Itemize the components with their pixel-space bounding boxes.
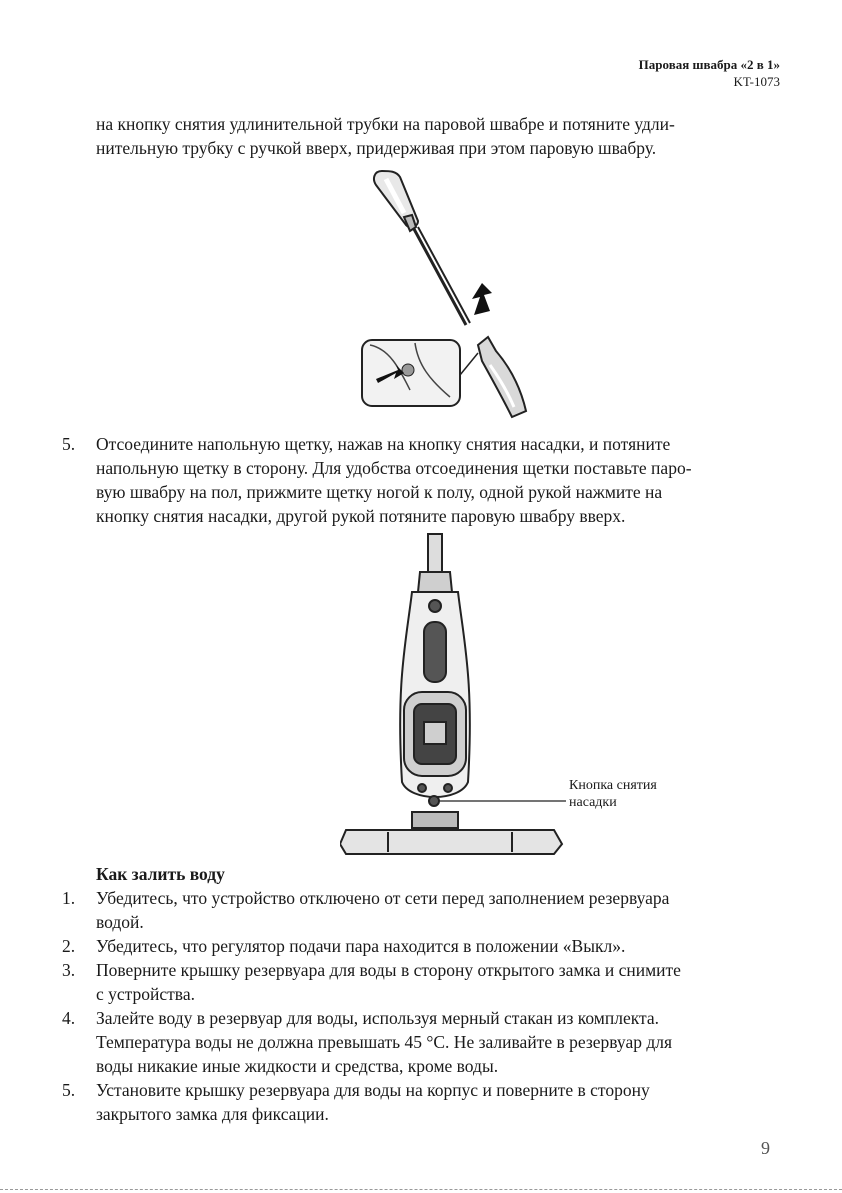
intro-paragraph — [96, 112, 772, 160]
step-number: 5. — [62, 434, 76, 454]
step5-line: кнопку снятия насадки, другой рукой потяните паровую швабру вверх. — [96, 506, 626, 526]
list-number: 2. — [62, 936, 76, 956]
step5-paragraph — [96, 432, 772, 528]
list-item-line: закрытого замка для фиксации. — [96, 1104, 329, 1124]
caption-line: насадки — [569, 795, 617, 810]
figure-tube-removal — [360, 165, 540, 420]
steam-mop-illustration — [340, 534, 562, 854]
step5-line: напольную щетку в сторону. Для удобства отсоединения щетки поставьте паро- — [96, 458, 692, 478]
page-edge-divider — [0, 1189, 842, 1190]
list-item-line: Установите крышку резервуара для воды на корпус и поверните в сторону — [96, 1080, 650, 1100]
model-number: KT-1073 — [733, 74, 780, 89]
list-item — [96, 958, 772, 1006]
list-number: 5. — [62, 1080, 76, 1100]
section-heading: Как залить воду — [96, 864, 225, 884]
list-number: 3. — [62, 960, 76, 980]
list-item-line: Температура воды не должна превышать 45 °С. Не заливайте в резервуар для — [96, 1032, 673, 1052]
step5-line: Отсоедините напольную щетку, нажав на кнопку снятия насадки, и потяните — [96, 434, 671, 454]
step5-line: вую швабру на пол, прижмите щетку ногой к полу, одной рукой нажмите на — [96, 482, 663, 502]
mop-body-illustration — [478, 337, 526, 417]
list-item-line: Поверните крышку резервуара для воды в сторону открытого замка и снимите — [96, 960, 681, 980]
list-item-line: воды никакие иные жидкости и средства, кроме воды. — [96, 1056, 499, 1076]
list-item-line: Убедитесь, что устройство отключено от сети перед заполнением резервуара — [96, 888, 670, 908]
intro-line: на кнопку снятия удлинительной трубки на паровой швабре и потяните удли- — [96, 114, 675, 134]
list-item — [96, 1006, 772, 1078]
list-item — [96, 934, 772, 958]
arrow-up-icon — [472, 283, 492, 315]
caption-line: Кнопка снятия — [569, 778, 657, 793]
list-item — [96, 886, 772, 934]
list-item — [96, 1078, 772, 1126]
list-number: 1. — [62, 888, 76, 908]
document-title: Паровая швабра «2 в 1» — [638, 57, 780, 72]
list-number: 4. — [62, 1008, 76, 1028]
list-item-line: водой. — [96, 912, 144, 932]
list-item-line: с устройства. — [96, 984, 195, 1004]
page-header — [639, 56, 780, 90]
list-item-line: Убедитесь, что регулятор подачи пара находится в положении «Выкл». — [96, 936, 626, 956]
figure-steam-mop — [340, 532, 570, 864]
list-item-line: Залейте воду в резервуар для воды, используя мерный стакан из комплекта. — [96, 1008, 660, 1028]
page-number: 9 — [761, 1138, 770, 1158]
figure-caption — [569, 777, 657, 811]
mop-handle-illustration — [374, 171, 470, 325]
intro-line: нительную трубку с ручкой вверх, придерживая при этом паровую швабру. — [96, 138, 657, 158]
